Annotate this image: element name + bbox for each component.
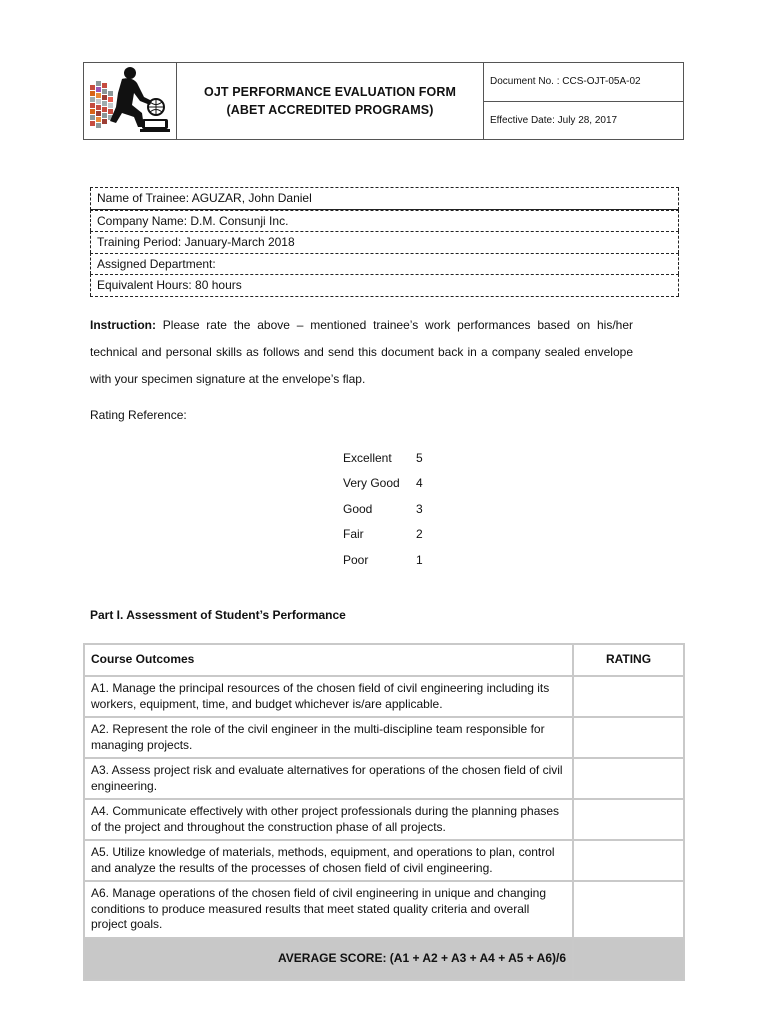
rating-scale xyxy=(343,445,423,573)
document-meta xyxy=(484,63,683,139)
rating-input-cell[interactable] xyxy=(573,799,684,840)
scale-value: 3 xyxy=(416,501,423,516)
assigned-department: Assigned Department: xyxy=(90,253,679,275)
rating-input-cell[interactable] xyxy=(573,676,684,717)
scale-row xyxy=(343,471,423,497)
equivalent-hours: Equivalent Hours: 80 hours xyxy=(90,274,679,296)
company-name: Company Name: D.M. Consunji Inc. xyxy=(90,210,679,232)
scale-row xyxy=(343,445,423,471)
average-score-label: AVERAGE SCORE: (A1 + A2 + A3 + A4 + A5 + A6)/6 xyxy=(84,938,573,980)
table-row xyxy=(84,758,684,799)
outcome-text: A5. Utilize knowledge of materials, methods, equipment, and operations to plan, control and analyze the results of the processes of chosen field of civil engineering. xyxy=(84,840,573,881)
table-row xyxy=(84,840,684,881)
rating-input-cell[interactable] xyxy=(573,840,684,881)
scale-label: Fair xyxy=(343,527,364,542)
scale-label: Poor xyxy=(343,552,369,567)
outcomes-table xyxy=(83,643,685,981)
form-title-line2: (ABET ACCREDITED PROGRAMS) xyxy=(226,103,434,117)
rating-input-cell[interactable] xyxy=(573,881,684,938)
scale-row xyxy=(343,522,423,548)
scale-label: Very Good xyxy=(343,476,400,491)
average-score-cell[interactable] xyxy=(573,938,684,980)
scale-value: 4 xyxy=(416,476,423,491)
trainee-info-box xyxy=(90,187,679,297)
outcome-text: A2. Represent the role of the civil engineer in the multi-discipline team responsible for managing projects. xyxy=(84,717,573,758)
scale-value: 1 xyxy=(416,552,423,567)
table-row xyxy=(84,676,684,717)
document-header xyxy=(83,62,684,140)
outcome-text: A6. Manage operations of the chosen field of civil engineering in unique and changing conditions to produce measured results that meet stated quality criteria and overall project goals. xyxy=(84,881,573,938)
table-row xyxy=(84,881,684,938)
instruction-text: Please rate the above – mentioned trainee’s work performances based on his/her technical and personal skills as follows and send this document back in a company sealed envelope with your specimen signature at the envelope’s flap. xyxy=(90,318,633,386)
course-outcomes-header: Course Outcomes xyxy=(84,644,573,676)
worker-logo-icon xyxy=(86,63,174,139)
scale-label: Good xyxy=(343,501,373,516)
table-row xyxy=(84,799,684,840)
scale-row xyxy=(343,547,423,573)
scale-label: Excellent xyxy=(343,450,392,465)
outcome-text: A1. Manage the principal resources of the chosen field of civil engineering including its workers, equipment, time, and budget whichever is/are applicable. xyxy=(84,676,573,717)
outcome-text: A3. Assess project risk and evaluate alternatives for operations of the chosen field of civil engineering. xyxy=(84,758,573,799)
institution-logo xyxy=(84,63,177,139)
scale-value: 5 xyxy=(416,450,423,465)
trainee-name: Name of Trainee: AGUZAR, John Daniel xyxy=(90,188,679,210)
part1-title: Part I. Assessment of Student’s Performance xyxy=(90,608,346,622)
training-period: Training Period: January-March 2018 xyxy=(90,231,679,253)
form-title-line1: OJT PERFORMANCE EVALUATION FORM xyxy=(204,85,456,99)
scale-value: 2 xyxy=(416,527,423,542)
outcome-text: A4. Communicate effectively with other project professionals during the planning phases of the project and throughout the construction phase of all projects. xyxy=(84,799,573,840)
instruction-paragraph xyxy=(90,312,633,393)
document-number: Document No. : CCS-OJT-05A-02 xyxy=(490,76,641,88)
table-header-row xyxy=(84,644,684,676)
rating-header: RATING xyxy=(573,644,684,676)
scale-row xyxy=(343,496,423,522)
rating-reference-label: Rating Reference: xyxy=(90,408,187,422)
effective-date: Effective Date: July 28, 2017 xyxy=(484,101,683,140)
rating-input-cell[interactable] xyxy=(573,717,684,758)
form-title xyxy=(177,63,484,139)
average-score-row xyxy=(84,938,684,980)
rating-input-cell[interactable] xyxy=(573,758,684,799)
table-row xyxy=(84,717,684,758)
instruction-label: Instruction: xyxy=(90,318,156,332)
